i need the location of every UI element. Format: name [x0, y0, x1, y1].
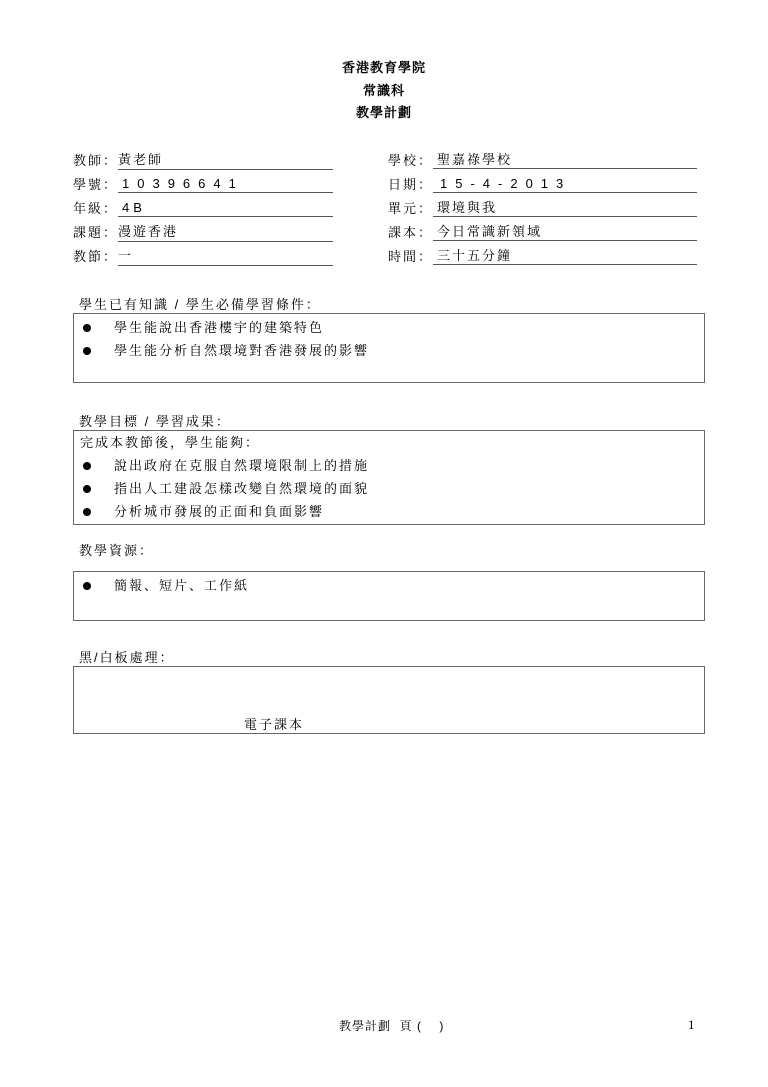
bullet-icon: [83, 485, 91, 493]
document-title: 教學計劃: [355, 105, 412, 120]
institution-title: 香港教育學院: [341, 60, 426, 75]
grade-label: 年級：: [73, 201, 119, 216]
list-item: [74, 477, 704, 500]
objectives-box: [73, 430, 705, 525]
date-label: 日期：: [388, 177, 434, 192]
objectives-label: 教學目標 / 學習成果：: [79, 414, 231, 429]
duration-label: 時間：: [388, 249, 434, 264]
board-content: 電子課本: [244, 717, 305, 732]
item-text: 學生能分析自然環境對香港發展的影響: [114, 343, 370, 358]
lesson-label: 教節：: [73, 249, 119, 264]
teacher-label: 教師：: [73, 153, 119, 168]
item-text: 指出人工建設怎樣改變自然環境的面貌: [114, 481, 370, 496]
prior-knowledge-box: [73, 313, 705, 383]
resources-box: [73, 571, 705, 621]
page-number: 1: [688, 1017, 696, 1032]
list-item: [74, 339, 704, 362]
duration-value: 三十五分鐘: [433, 246, 697, 265]
list-item: [74, 574, 704, 597]
board-box: [73, 666, 705, 734]
list-item: [74, 500, 704, 523]
unit-label: 單元：: [388, 201, 434, 216]
item-text: 簡報、短片、工作紙: [114, 578, 250, 593]
topic-label: 課題：: [73, 225, 119, 240]
item-text: 分析城市發展的正面和負面影響: [114, 504, 325, 519]
school-label: 學校：: [388, 153, 434, 168]
objectives-intro: 完成本教節後，學生能夠：: [80, 435, 261, 450]
topic-value: 漫遊香港: [118, 222, 333, 242]
subject-title: 常識科: [362, 83, 405, 98]
unit-value: 環境與我: [433, 198, 697, 217]
lesson-value: 一: [118, 246, 333, 266]
bullet-icon: [83, 324, 91, 332]
prior-knowledge-label: 學生已有知識 / 學生必備學習條件：: [79, 297, 321, 312]
item-text: 說出政府在克服自然環境限制上的措施: [114, 458, 370, 473]
student-id-value: 10396641: [118, 174, 333, 193]
school-value: 聖嘉祿學校: [433, 150, 697, 169]
list-item: [74, 454, 704, 477]
resources-label: 教學資源：: [79, 543, 155, 558]
list-item: [74, 316, 704, 339]
teacher-value: 黃老師: [118, 150, 333, 170]
textbook-label: 課本：: [388, 225, 434, 240]
bullet-icon: [83, 582, 91, 590]
student-id-label: 學號：: [73, 177, 119, 192]
item-text: 學生能說出香港樓宇的建築特色: [114, 320, 325, 335]
footer-text: 教學計劃 頁 ( ): [339, 1019, 445, 1033]
bullet-icon: [83, 508, 91, 516]
textbook-value: 今日常識新領域: [433, 222, 697, 241]
board-label: 黑/白板處理：: [79, 650, 175, 665]
bullet-icon: [83, 462, 91, 470]
grade-value: 4B: [118, 198, 333, 217]
bullet-icon: [83, 347, 91, 355]
date-value: 15-4-2013: [433, 174, 697, 193]
